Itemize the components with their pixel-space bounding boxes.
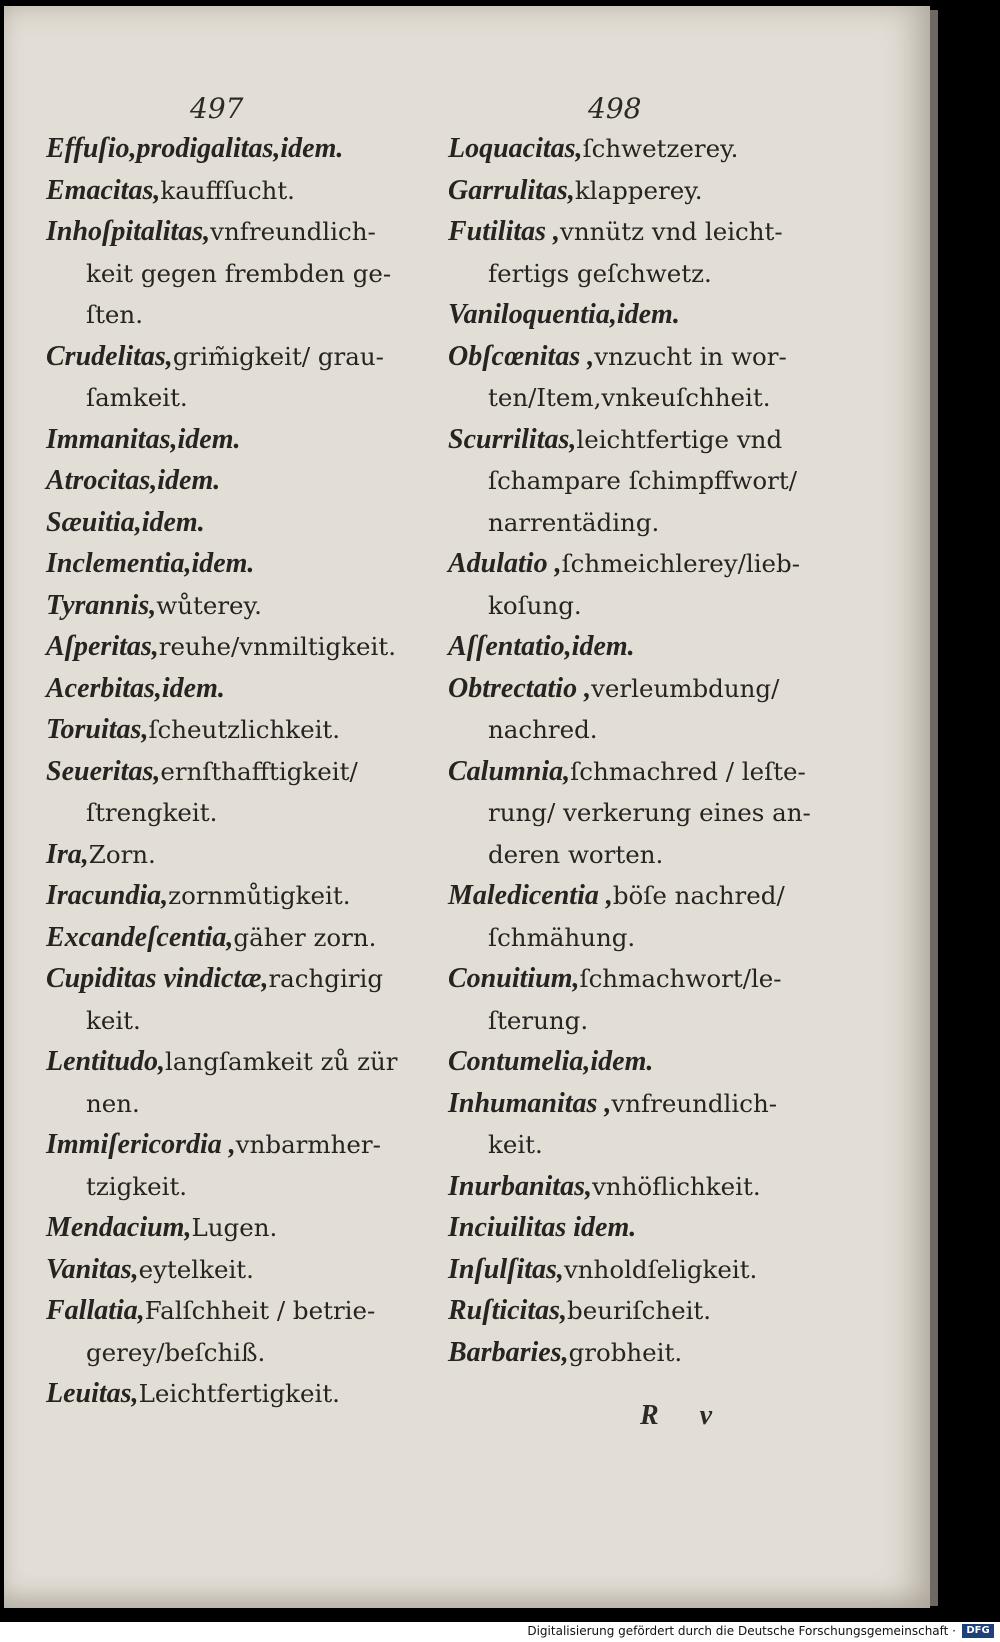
german-gloss: grim̃igkeit/ grau-	[172, 341, 384, 371]
german-gloss-continuation: nachred.	[488, 715, 598, 744]
entry-line	[46, 1290, 436, 1332]
german-gloss: vnfreundlich-	[611, 1088, 778, 1118]
dictionary-entry	[448, 1249, 838, 1291]
german-gloss: vnholdſeligkeit.	[563, 1254, 758, 1284]
dictionary-entry	[448, 1207, 838, 1249]
dictionary-entry	[46, 626, 436, 668]
dictionary-entry	[46, 668, 436, 710]
page-number-right: 498	[588, 92, 642, 125]
german-gloss-continuation: deren worten.	[488, 839, 664, 869]
latin-term: Vaniloquentia,idem.	[448, 299, 680, 330]
german-gloss: vnfreundlich-	[210, 217, 376, 246]
german-gloss-continuation: nen.	[86, 1088, 140, 1118]
dictionary-entry	[448, 419, 838, 544]
german-gloss-continuation: ten/Item,vnkeuſchheit.	[488, 383, 771, 412]
german-gloss: ſchmachred / leſte-	[570, 756, 806, 786]
entry-line	[448, 1041, 838, 1083]
german-gloss-continuation: gerey/beſchiß.	[86, 1337, 266, 1367]
german-gloss: zornmůtigkeit.	[168, 881, 351, 910]
latin-term: Excandeſcentia,	[46, 921, 234, 953]
latin-term: Immiſericordia ,	[46, 1129, 236, 1160]
entry-line	[46, 626, 436, 668]
entry-line	[448, 1249, 838, 1291]
german-gloss: Zorn.	[88, 839, 156, 869]
german-gloss: kauffſucht.	[160, 175, 295, 205]
dictionary-entry	[448, 211, 838, 294]
dictionary-entry	[46, 834, 436, 876]
latin-term: Conuitium,	[448, 963, 580, 994]
german-gloss: wůterey.	[156, 590, 262, 620]
german-gloss-continuation: rung/ verkerung eines an-	[488, 798, 811, 827]
latin-term: Iracundia,	[46, 880, 169, 911]
entry-line	[46, 128, 436, 170]
dictionary-entry	[448, 128, 838, 170]
dictionary-entry	[46, 709, 436, 751]
latin-term: Effuſio,prodigalitas,idem.	[46, 133, 344, 164]
entry-line	[448, 211, 838, 253]
latin-term: Tyrannis,	[46, 589, 157, 621]
entry-line	[448, 543, 838, 585]
latin-term: Calumnia,	[448, 755, 571, 787]
entry-line	[46, 543, 436, 585]
german-gloss-continuation: ſtrengkeit.	[86, 798, 218, 827]
dfg-logo: DFG	[962, 1624, 994, 1638]
german-gloss: reuhe/vnmiltigkeit.	[158, 632, 397, 661]
entry-line	[46, 585, 436, 627]
latin-term: Inhoſpitalitas,	[46, 216, 211, 247]
latin-term: Contumelia,idem.	[448, 1046, 654, 1077]
latin-term: Cupiditas vindictæ,	[46, 963, 269, 994]
latin-term: Vanitas,	[46, 1253, 139, 1285]
footer-credit: Digitalisierung gefördert durch die Deutsche Forschungsgemeinschaft ·	[527, 1624, 956, 1638]
german-gloss: vnnütz vnd leicht-	[560, 217, 783, 246]
latin-term: Maledicentia ,	[448, 880, 613, 911]
dictionary-entry	[46, 1207, 436, 1249]
dictionary-entry	[46, 751, 436, 834]
german-gloss-continuation: narrentäding.	[488, 507, 660, 537]
entry-line	[448, 751, 838, 793]
latin-term: Obtrectatio ,	[448, 672, 592, 704]
german-gloss: klapperey.	[574, 175, 703, 205]
entry-line	[46, 1373, 436, 1415]
right-column	[448, 128, 838, 1373]
german-gloss: ſcheutzlichkeit.	[148, 715, 341, 744]
entry-line	[46, 419, 436, 461]
entry-line	[46, 502, 436, 544]
entry-line	[46, 751, 436, 793]
german-gloss: beuriſcheit.	[567, 1296, 712, 1325]
german-gloss: eytelkeit.	[138, 1254, 254, 1284]
latin-term: Leuitas,	[46, 1378, 139, 1409]
latin-term: Acerbitas,idem.	[46, 672, 225, 704]
catchword: R v	[640, 1400, 713, 1431]
german-gloss: Lugen.	[191, 1213, 278, 1242]
german-gloss-continuation: ſten.	[86, 300, 143, 329]
dictionary-entry	[46, 1290, 436, 1373]
entry-line	[448, 875, 838, 917]
entry-line	[46, 1124, 436, 1166]
dictionary-entry	[448, 1166, 838, 1208]
latin-term: Aſſentatio,idem.	[448, 631, 635, 662]
entry-line	[46, 460, 436, 502]
entry-line	[46, 1207, 436, 1249]
german-gloss-continuation: fertigs geſchwetz.	[488, 258, 712, 288]
latin-term: Scurrilitas,	[448, 423, 577, 455]
latin-term: Emacitas,	[46, 174, 161, 206]
entry-line	[46, 917, 436, 959]
latin-term: Atrocitas,idem.	[46, 465, 221, 496]
entry-line	[448, 1083, 838, 1125]
entry-line	[448, 626, 838, 668]
dictionary-entry	[46, 1249, 436, 1291]
entry-line	[448, 294, 838, 336]
german-gloss-continuation: keit.	[86, 1005, 141, 1035]
dictionary-entry	[448, 1083, 838, 1166]
latin-term: Loquacitas,	[448, 133, 583, 164]
latin-term: Inhumanitas ,	[448, 1087, 612, 1119]
latin-term: Inciuilitas idem.	[448, 1212, 637, 1243]
german-gloss-continuation: ſchmähung.	[488, 922, 636, 952]
dictionary-entry	[46, 1124, 436, 1207]
latin-term: Toruitas,	[46, 714, 149, 745]
latin-term: Lentitudo,	[46, 1046, 166, 1077]
latin-term: Inſulſitas,	[448, 1253, 564, 1285]
dictionary-entry	[46, 1041, 436, 1124]
dictionary-entry	[46, 502, 436, 544]
entry-line	[46, 170, 436, 212]
dictionary-entry	[46, 336, 436, 419]
dictionary-entry	[46, 917, 436, 959]
german-gloss: vnzucht in wor-	[594, 341, 787, 371]
dictionary-entry	[46, 958, 436, 1041]
latin-term: Obſcœnitas ,	[448, 340, 595, 372]
entry-line	[46, 1249, 436, 1291]
dictionary-entry	[46, 585, 436, 627]
dictionary-entry	[448, 626, 838, 668]
german-gloss-continuation: tzigkeit.	[86, 1171, 188, 1201]
german-gloss: ernſthafftigkeit/	[160, 756, 358, 786]
german-gloss-continuation: keit gegen frembden ge-	[86, 258, 392, 288]
left-column	[46, 128, 436, 1415]
latin-term: Immanitas,idem.	[46, 423, 241, 455]
german-gloss: ſchmeichlerey/lieb-	[561, 549, 801, 578]
latin-term: Ruſticitas,	[448, 1295, 568, 1326]
entry-line	[448, 336, 838, 378]
german-gloss: Falſchheit / betrie-	[144, 1296, 376, 1325]
entry-line	[448, 958, 838, 1000]
dictionary-entry	[448, 543, 838, 626]
german-gloss: langſamkeit zů zür	[165, 1047, 398, 1076]
entry-line	[448, 1332, 838, 1374]
german-gloss-continuation: ſterung.	[488, 1005, 589, 1035]
entry-line	[46, 211, 436, 253]
latin-term: Sæuitia,idem.	[46, 506, 205, 538]
dictionary-entry	[46, 543, 436, 585]
dictionary-entry	[448, 170, 838, 212]
german-gloss-continuation: keit.	[488, 1130, 543, 1159]
dictionary-entry	[46, 1373, 436, 1415]
entry-line	[46, 834, 436, 876]
latin-term: Garrulitas,	[448, 174, 575, 206]
german-gloss-continuation: koſung.	[488, 590, 582, 620]
german-gloss-continuation: ſchampare ſchimpffwort/	[488, 466, 797, 495]
latin-term: Ira,	[46, 838, 89, 870]
entry-line	[46, 875, 436, 917]
dictionary-entry	[448, 294, 838, 336]
dictionary-entry	[448, 668, 838, 751]
page-edge	[930, 10, 938, 1606]
dictionary-entry	[46, 460, 436, 502]
entry-line	[46, 336, 436, 378]
entry-line	[46, 668, 436, 710]
entry-line	[448, 1290, 838, 1332]
german-gloss: ſchwetzerey.	[582, 134, 739, 163]
latin-term: Fallatia,	[46, 1295, 145, 1326]
german-gloss: verleumbdung/	[591, 673, 780, 703]
entry-line	[448, 1166, 838, 1208]
latin-term: Inurbanitas,	[448, 1170, 592, 1202]
dictionary-entry	[46, 170, 436, 212]
dictionary-entry	[46, 128, 436, 170]
dictionary-entry	[46, 419, 436, 461]
dictionary-entry	[448, 958, 838, 1041]
entry-line	[448, 128, 838, 170]
entry-line	[46, 1041, 436, 1083]
dictionary-entry	[46, 211, 436, 336]
german-gloss: gäher zorn.	[233, 922, 377, 952]
entry-line	[448, 419, 838, 461]
entry-line	[46, 709, 436, 751]
latin-term: Aſperitas,	[46, 631, 159, 662]
latin-term: Adulatio ,	[448, 548, 562, 579]
latin-term: Seueritas,	[46, 755, 161, 787]
german-gloss: vnbarmher-	[235, 1130, 381, 1159]
german-gloss-continuation: ſamkeit.	[86, 383, 188, 412]
latin-term: Mendacium,	[46, 1212, 192, 1243]
latin-term: Futilitas ,	[448, 216, 561, 247]
german-gloss: rachgirig	[268, 964, 384, 993]
entry-line	[46, 958, 436, 1000]
latin-term: Barbaries,	[448, 1336, 569, 1368]
german-gloss: böſe nachred/	[612, 881, 785, 910]
entry-line	[448, 668, 838, 710]
dictionary-entry	[46, 875, 436, 917]
latin-term: Crudelitas,	[46, 340, 173, 372]
entry-line	[448, 170, 838, 212]
dictionary-entry	[448, 1332, 838, 1374]
german-gloss: leichtfertige vnd	[576, 424, 783, 454]
dictionary-entry	[448, 751, 838, 876]
german-gloss: vnhöflichkeit.	[591, 1171, 761, 1201]
latin-term: Inclementia,idem.	[46, 548, 255, 579]
dictionary-entry	[448, 875, 838, 958]
german-gloss: ſchmachwort/le-	[579, 964, 782, 993]
dictionary-entry	[448, 1290, 838, 1332]
page-number-left: 497	[190, 92, 244, 125]
german-gloss: grobheit.	[568, 1337, 683, 1367]
entry-line	[448, 1207, 838, 1249]
dictionary-entry	[448, 336, 838, 419]
german-gloss: Leichtfertigkeit.	[138, 1379, 340, 1408]
dictionary-entry	[448, 1041, 838, 1083]
